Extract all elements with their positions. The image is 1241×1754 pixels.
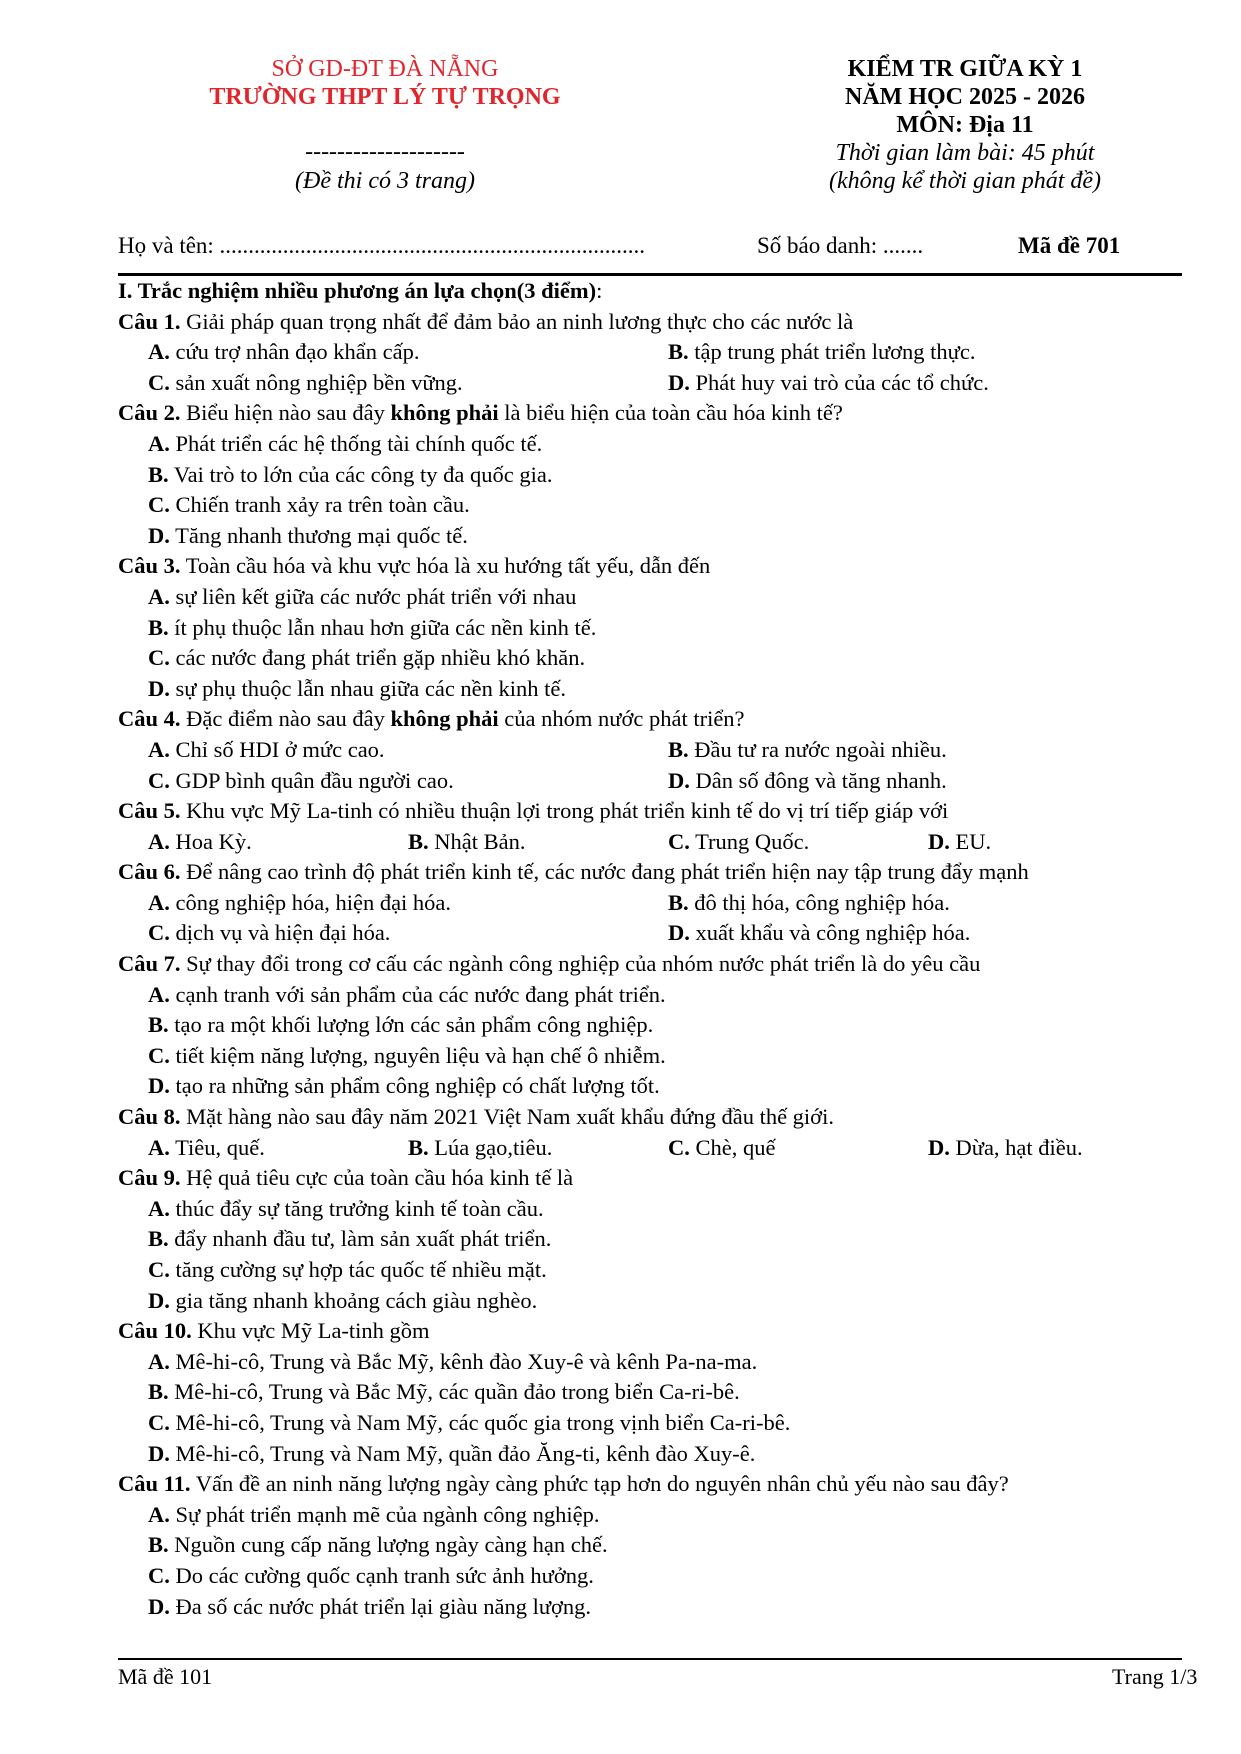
question-10-option-b xyxy=(148,1377,740,1408)
option-letter: A. xyxy=(148,981,170,1007)
option-row xyxy=(118,368,1188,399)
option-text: sự phụ thuộc lẫn nhau giữa các nền kinh tế. xyxy=(169,675,567,701)
option-letter: C. xyxy=(148,1257,170,1282)
question-list xyxy=(118,276,1188,1622)
option-letter: B. xyxy=(148,1379,169,1405)
question-9 xyxy=(118,1163,1188,1194)
question-3-option-a xyxy=(148,582,576,613)
option-text: Dừa, hạt điều. xyxy=(949,1134,1083,1160)
option-letter: C. xyxy=(148,1562,170,1588)
option-letter: C. xyxy=(148,492,170,518)
exam-time: Thời gian làm bài: 45 phút xyxy=(835,140,1095,166)
question-emphasis: không phải xyxy=(390,400,499,426)
question-text-end: của nhóm nước phát triển? xyxy=(498,706,745,732)
option-text: Dân số đông và tăng nhanh. xyxy=(689,767,947,793)
question-text: Giải pháp quan trọng nhất để đảm bảo an ninh lương thực cho các nước là xyxy=(180,308,854,334)
option-row xyxy=(118,582,1188,613)
question-4 xyxy=(118,704,1188,735)
question-11-option-a xyxy=(148,1500,599,1531)
option-row xyxy=(118,674,1188,705)
option-letter: B. xyxy=(408,1134,429,1160)
question-2-option-b xyxy=(148,460,553,491)
option-text: Phát triển các hệ thống tài chính quốc tế. xyxy=(169,430,543,456)
student-id-field: Số báo danh: ....... xyxy=(757,233,924,258)
question-text: Biểu hiện nào sau đây xyxy=(180,400,391,426)
question-11 xyxy=(118,1469,1188,1500)
option-letter: B. xyxy=(148,614,169,640)
question-text: Khu vực Mỹ La-tinh có nhiều thuận lợi trong phát triển kinh tế do vị trí tiếp giáp với xyxy=(180,798,949,824)
option-text: cạnh tranh với sản phẩm của các nước đang phát triển. xyxy=(169,981,666,1007)
option-text: Lúa gạo,tiêu. xyxy=(428,1134,553,1160)
question-text: Để nâng cao trình độ phát triển kinh tế, các nước đang phát triển hiện nay tập trung đẩy mạnh xyxy=(180,859,1029,885)
option-text: Trung Quốc. xyxy=(689,828,810,854)
option-text: Tiêu, quế. xyxy=(169,1134,265,1160)
option-row xyxy=(118,521,1188,552)
option-letter: B. xyxy=(148,1532,169,1558)
option-row xyxy=(118,429,1188,460)
question-1-option-d xyxy=(668,368,1188,399)
option-text: Sự phát triển mạnh mẽ của ngành công nghiệp. xyxy=(169,1501,600,1527)
option-row xyxy=(118,735,1188,766)
option-letter: B. xyxy=(408,828,429,854)
question-label: Câu 7. xyxy=(118,951,181,977)
question-label: Câu 1. xyxy=(118,308,181,334)
option-row xyxy=(118,460,1188,491)
question-8-option-a xyxy=(148,1133,408,1164)
question-4-option-d xyxy=(668,766,1188,797)
option-letter: B. xyxy=(668,736,689,762)
question-7-option-c xyxy=(148,1041,666,1072)
question-7 xyxy=(118,949,1188,980)
option-letter: C. xyxy=(148,767,170,793)
option-row xyxy=(118,1010,1188,1041)
option-letter: A. xyxy=(148,339,170,365)
footer-page-number: Trang 1/3 xyxy=(1112,1664,1198,1689)
option-row xyxy=(118,1133,1188,1164)
option-letter: D. xyxy=(148,675,170,701)
question-label: Câu 11. xyxy=(118,1471,191,1497)
pages-note: (Đề thi có 3 trang) xyxy=(295,168,475,194)
option-text: Do các cường quốc cạnh tranh sức ảnh hưởng. xyxy=(169,1562,594,1588)
option-letter: A. xyxy=(148,430,170,456)
option-text: Đầu tư ra nước ngoài nhiều. xyxy=(688,736,947,762)
question-label: Câu 8. xyxy=(118,1104,181,1130)
question-3 xyxy=(118,551,1188,582)
option-text: đô thị hóa, công nghiệp hóa. xyxy=(688,889,950,915)
option-text: các nước đang phát triển gặp nhiều khó khăn. xyxy=(169,645,586,671)
question-6-option-d xyxy=(668,918,1188,949)
option-text: xuất khẩu và công nghiệp hóa. xyxy=(689,920,971,946)
question-5-option-b xyxy=(408,827,668,858)
question-text: Khu vực Mỹ La-tinh gồm xyxy=(191,1318,430,1344)
option-row xyxy=(118,918,1188,949)
option-text: Nhật Bản. xyxy=(428,828,526,854)
option-letter: C. xyxy=(148,920,170,946)
question-10-option-a xyxy=(148,1347,757,1378)
option-text: GDP bình quân đầu người cao. xyxy=(169,767,454,793)
question-3-option-c xyxy=(148,643,585,674)
question-6-option-a xyxy=(148,888,668,919)
option-text: Hoa Kỳ. xyxy=(169,828,252,854)
option-text: Tăng nhanh thương mại quốc tế. xyxy=(169,522,468,548)
option-letter: D. xyxy=(148,1593,170,1619)
option-letter: A. xyxy=(148,1501,170,1527)
option-row xyxy=(118,1041,1188,1072)
question-label: Câu 6. xyxy=(118,859,181,885)
option-text: tạo ra một khối lượng lớn các sản phẩm công nghiệp. xyxy=(168,1012,654,1038)
question-label: Câu 9. xyxy=(118,1165,181,1191)
exam-code: Mã đề 701 xyxy=(1018,233,1121,258)
question-label: Câu 4. xyxy=(118,706,181,732)
question-label: Câu 10. xyxy=(118,1318,192,1344)
option-text: công nghiệp hóa, hiện đại hóa. xyxy=(169,889,452,915)
option-letter: D. xyxy=(668,369,690,395)
question-9-option-b xyxy=(148,1224,551,1255)
school-year: NĂM HỌC 2025 - 2026 xyxy=(845,84,1085,110)
section-title xyxy=(118,276,1188,307)
option-row xyxy=(118,827,1188,858)
option-letter: B. xyxy=(668,889,689,915)
question-5-option-c xyxy=(668,827,928,858)
question-label: Câu 5. xyxy=(118,798,181,824)
question-2 xyxy=(118,398,1188,429)
option-text: tăng cường sự hợp tác quốc tế nhiều mặt. xyxy=(169,1257,547,1282)
footer-exam-code: Mã đề 101 xyxy=(118,1664,213,1689)
question-10 xyxy=(118,1316,1188,1347)
question-7-option-a xyxy=(148,980,666,1011)
option-text: Mê-hi-cô, Trung và Bắc Mỹ, kênh đào Xuy-ê và kênh Pa-na-ma. xyxy=(169,1348,758,1374)
exam-title: KIỂM TR GIỮA KỲ 1 xyxy=(847,56,1083,82)
option-letter: B. xyxy=(668,339,689,365)
option-text: Phát huy vai trò của các tổ chức. xyxy=(689,369,989,395)
option-letter: C. xyxy=(148,1409,170,1435)
option-text: cứu trợ nhân đạo khẩn cấp. xyxy=(169,339,420,365)
option-text: tạo ra những sản phẩm công nghiệp có chất lượng tốt. xyxy=(169,1073,660,1099)
option-text: Đa số các nước phát triển lại giàu năng lượng. xyxy=(169,1593,592,1619)
option-letter: C. xyxy=(148,1042,170,1068)
question-3-option-d xyxy=(148,674,566,705)
option-letter: A. xyxy=(148,1195,170,1221)
option-letter: A. xyxy=(148,736,170,762)
question-11-option-d xyxy=(148,1592,591,1623)
question-text: Toàn cầu hóa và khu vực hóa là xu hướng tất yếu, dẫn đến xyxy=(180,553,711,579)
option-letter: B. xyxy=(148,1226,169,1252)
option-row xyxy=(118,1255,1188,1286)
question-3-option-b xyxy=(148,613,596,644)
option-letter: C. xyxy=(148,645,170,671)
question-5-option-a xyxy=(148,827,408,858)
option-text: Mê-hi-cô, Trung và Nam Mỹ, quần đảo Ăng-ti, kênh đào Xuy-ê. xyxy=(169,1440,756,1466)
option-text: sự liên kết giữa các nước phát triển với nhau xyxy=(169,583,577,609)
question-11-option-b xyxy=(148,1530,608,1561)
question-1-option-a xyxy=(148,337,668,368)
option-row xyxy=(118,1408,1188,1439)
question-8-option-b xyxy=(408,1133,668,1164)
option-row xyxy=(118,613,1188,644)
option-letter: C. xyxy=(148,369,170,395)
option-row xyxy=(118,1071,1188,1102)
question-6-option-c xyxy=(148,918,668,949)
option-text: gia tăng nhanh khoảng cách giàu nghèo. xyxy=(169,1287,538,1313)
question-7-option-b xyxy=(148,1010,653,1041)
option-letter: C. xyxy=(668,828,690,854)
question-8-option-c xyxy=(668,1133,928,1164)
option-letter: D. xyxy=(668,767,690,793)
option-row xyxy=(118,1439,1188,1470)
option-letter: D. xyxy=(148,1287,170,1313)
question-5 xyxy=(118,796,1188,827)
question-10-option-c xyxy=(148,1408,790,1439)
option-letter: D. xyxy=(928,828,950,854)
option-text: Chiến tranh xảy ra trên toàn cầu. xyxy=(169,492,470,518)
question-9-option-d xyxy=(148,1286,537,1317)
option-letter: A. xyxy=(148,1134,170,1160)
question-text: Đặc điểm nào sau đây xyxy=(180,706,391,732)
section-title-main: I. Trắc nghiệm nhiều phương án lựa chọn xyxy=(118,278,517,303)
question-text: Hệ quả tiêu cực của toàn cầu hóa kinh tế là xyxy=(180,1165,574,1191)
section-title-colon: : xyxy=(596,278,603,303)
question-11-option-c xyxy=(148,1561,594,1592)
exam-time-note: (không kể thời gian phát đề) xyxy=(828,168,1102,194)
option-letter: B. xyxy=(148,461,169,487)
option-letter: D. xyxy=(928,1134,950,1160)
question-6 xyxy=(118,857,1188,888)
section-title-points: (3 điểm) xyxy=(516,278,597,303)
option-letter: D. xyxy=(148,1073,170,1099)
question-label: Câu 3. xyxy=(118,553,181,579)
option-text: EU. xyxy=(949,828,992,854)
option-row xyxy=(118,643,1188,674)
option-row xyxy=(118,1286,1188,1317)
question-10-option-d xyxy=(148,1439,755,1470)
school-name: TRƯỜNG THPT LÝ TỰ TRỌNG xyxy=(209,84,561,110)
option-text: Nguồn cung cấp năng lượng ngày càng hạn chế. xyxy=(168,1532,608,1558)
question-9-option-a xyxy=(148,1194,544,1225)
option-letter: D. xyxy=(148,522,170,548)
question-1-option-c xyxy=(148,368,668,399)
option-row xyxy=(118,1377,1188,1408)
question-9-option-c xyxy=(148,1255,547,1286)
question-5-option-d xyxy=(928,827,1188,858)
option-text: Vai trò to lớn của các công ty đa quốc gia. xyxy=(168,461,553,487)
question-text: Vấn đề an ninh năng lượng ngày càng phức tạp hơn do nguyên nhân chủ yếu nào sau đây? xyxy=(190,1471,1009,1497)
option-row xyxy=(118,1530,1188,1561)
question-4-option-b xyxy=(668,735,1188,766)
option-text: sản xuất nông nghiệp bền vững. xyxy=(169,369,463,395)
option-text: Mê-hi-cô, Trung và Bắc Mỹ, các quần đảo trong biển Ca-ri-bê. xyxy=(168,1379,740,1405)
option-letter: B. xyxy=(148,1012,169,1038)
header-dashes: -------------------- xyxy=(305,139,465,165)
question-8 xyxy=(118,1102,1188,1133)
option-text: tập trung phát triển lương thực. xyxy=(688,339,976,365)
option-row xyxy=(118,980,1188,1011)
option-row xyxy=(118,1224,1188,1255)
option-letter: D. xyxy=(668,920,690,946)
question-2-option-d xyxy=(148,521,468,552)
option-letter: C. xyxy=(668,1134,690,1160)
question-2-option-a xyxy=(148,429,542,460)
question-2-option-c xyxy=(148,490,470,521)
question-6-option-b xyxy=(668,888,1188,919)
option-text: Chè, quế xyxy=(689,1134,776,1160)
option-row xyxy=(118,1592,1188,1623)
question-emphasis: không phải xyxy=(390,706,499,732)
option-letter: A. xyxy=(148,583,170,609)
question-text: Sự thay đổi trong cơ cấu các ngành công nghiệp của nhóm nước phát triển là do yêu cầu xyxy=(180,951,981,977)
option-row xyxy=(118,1561,1188,1592)
option-letter: A. xyxy=(148,1348,170,1374)
question-label: Câu 2. xyxy=(118,400,181,426)
option-text: Mê-hi-cô, Trung và Nam Mỹ, các quốc gia trong vịnh biển Ca-ri-bê. xyxy=(169,1409,791,1435)
student-name-field: Họ và tên: .......................................................................... xyxy=(118,233,646,258)
subject: MÔN: Địa 11 xyxy=(896,112,1034,138)
question-1-option-b xyxy=(668,337,1188,368)
question-text-end: là biểu hiện của toàn cầu hóa kinh tế? xyxy=(498,400,843,426)
question-4-option-c xyxy=(148,766,668,797)
option-text: dịch vụ và hiện đại hóa. xyxy=(169,920,391,946)
option-text: tiết kiệm năng lượng, nguyên liệu và hạn chế ô nhiễm. xyxy=(169,1042,666,1068)
department-name: SỞ GD-ĐT ĐÀ NẴNG xyxy=(271,56,499,82)
option-letter: D. xyxy=(148,1440,170,1466)
footer-divider xyxy=(118,1658,1182,1660)
option-text: Chỉ số HDI ở mức cao. xyxy=(169,736,385,762)
option-letter: A. xyxy=(148,889,170,915)
question-7-option-d xyxy=(148,1071,660,1102)
question-8-option-d xyxy=(928,1133,1188,1164)
question-text: Mặt hàng nào sau đây năm 2021 Việt Nam xuất khẩu đứng đầu thế giới. xyxy=(180,1104,834,1130)
option-letter: A. xyxy=(148,828,170,854)
option-row xyxy=(118,337,1188,368)
option-text: đẩy nhanh đầu tư, làm sản xuất phát triển. xyxy=(168,1226,552,1252)
option-row xyxy=(118,1194,1188,1225)
option-row xyxy=(118,766,1188,797)
question-1 xyxy=(118,307,1188,338)
option-row xyxy=(118,1500,1188,1531)
option-row xyxy=(118,490,1188,521)
option-text: thúc đẩy sự tăng trưởng kinh tế toàn cầu. xyxy=(169,1195,544,1221)
option-row xyxy=(118,1347,1188,1378)
option-row xyxy=(118,888,1188,919)
question-4-option-a xyxy=(148,735,668,766)
option-text: ít phụ thuộc lẫn nhau hơn giữa các nền kinh tế. xyxy=(168,614,597,640)
